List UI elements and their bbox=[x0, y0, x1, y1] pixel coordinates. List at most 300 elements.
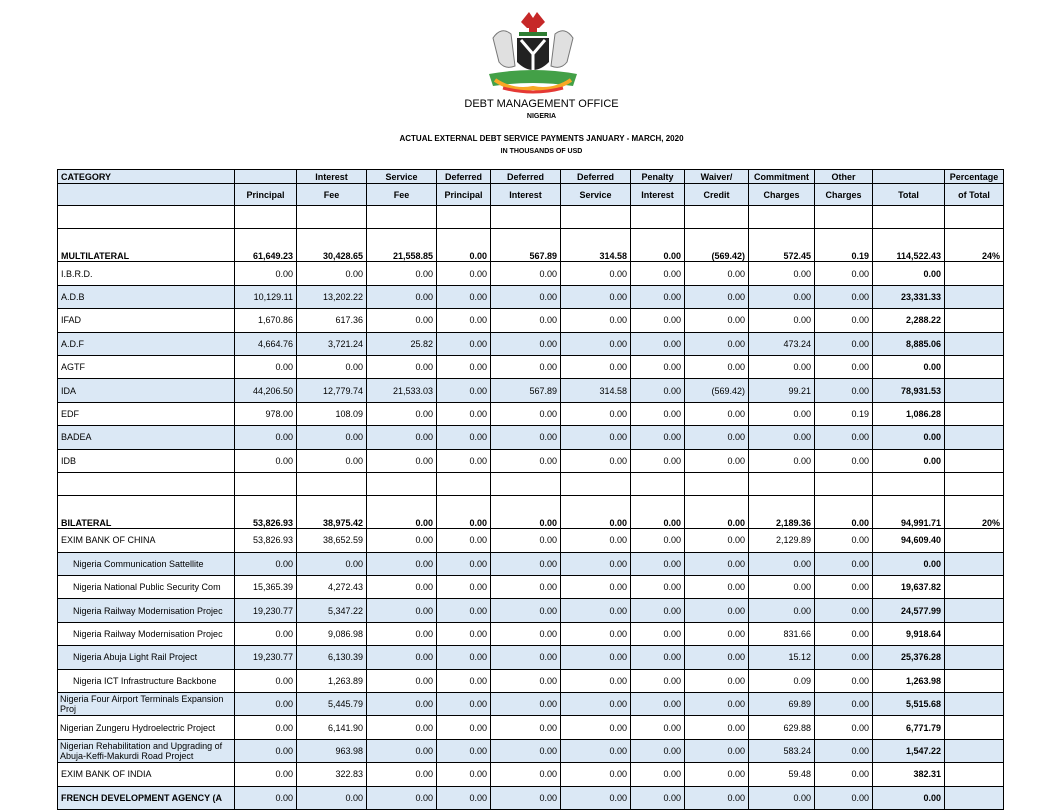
value-cell: 0.00 bbox=[367, 599, 437, 622]
value-cell: 0.00 bbox=[367, 552, 437, 575]
value-cell: 0.00 bbox=[437, 262, 491, 285]
value-cell: 0.00 bbox=[367, 262, 437, 285]
value-cell: 12,779.74 bbox=[297, 379, 367, 402]
value-cell: 0.00 bbox=[561, 716, 631, 739]
value-cell bbox=[631, 206, 685, 229]
table-row bbox=[58, 332, 1004, 355]
value-cell: 21,558.85 bbox=[367, 229, 437, 262]
value-cell: 0.00 bbox=[491, 552, 561, 575]
value-cell: 0.00 bbox=[367, 496, 437, 529]
value-cell: 0.00 bbox=[491, 576, 561, 599]
value-cell: 0.00 bbox=[491, 309, 561, 332]
value-cell: 0.00 bbox=[367, 355, 437, 378]
value-cell: 0.00 bbox=[815, 622, 873, 645]
value-cell bbox=[297, 206, 367, 229]
value-cell: 0.00 bbox=[873, 449, 945, 472]
header-cell: Deferred bbox=[491, 170, 561, 184]
value-cell: 0.00 bbox=[367, 576, 437, 599]
value-cell bbox=[945, 716, 1004, 739]
value-cell: 78,931.53 bbox=[873, 379, 945, 402]
value-cell bbox=[685, 206, 749, 229]
category-cell: Nigeria Railway Modernisation Projec bbox=[58, 622, 235, 645]
value-cell: 0.00 bbox=[685, 786, 749, 809]
value-cell: 0.00 bbox=[749, 355, 815, 378]
value-cell: 0.00 bbox=[685, 576, 749, 599]
value-cell: 0.00 bbox=[631, 379, 685, 402]
value-cell: 0.00 bbox=[437, 693, 491, 716]
value-cell: 473.24 bbox=[749, 332, 815, 355]
value-cell bbox=[631, 472, 685, 495]
value-cell: 0.00 bbox=[437, 622, 491, 645]
value-cell: 0.00 bbox=[491, 355, 561, 378]
category-cell: Nigeria Abuja Light Rail Project bbox=[58, 646, 235, 669]
header-cell bbox=[58, 184, 235, 206]
value-cell: 0.00 bbox=[437, 332, 491, 355]
value-cell: 0.00 bbox=[297, 355, 367, 378]
value-cell: 0.00 bbox=[815, 786, 873, 809]
value-cell bbox=[945, 402, 1004, 425]
value-cell: 0.00 bbox=[491, 332, 561, 355]
value-cell bbox=[945, 426, 1004, 449]
value-cell: 13,202.22 bbox=[297, 285, 367, 308]
value-cell: 0.00 bbox=[815, 646, 873, 669]
table-row bbox=[58, 449, 1004, 472]
table-row bbox=[58, 599, 1004, 622]
value-cell: 0.00 bbox=[561, 332, 631, 355]
value-cell: 0.00 bbox=[367, 739, 437, 762]
value-cell: 25,376.28 bbox=[873, 646, 945, 669]
value-cell: 0.00 bbox=[815, 426, 873, 449]
value-cell: 0.00 bbox=[631, 576, 685, 599]
table-row bbox=[58, 285, 1004, 308]
value-cell: 0.00 bbox=[815, 355, 873, 378]
value-cell: 0.00 bbox=[685, 763, 749, 786]
value-cell: 0.00 bbox=[685, 332, 749, 355]
value-cell: 0.00 bbox=[815, 529, 873, 552]
value-cell bbox=[491, 472, 561, 495]
value-cell: 0.00 bbox=[561, 669, 631, 692]
value-cell: 0.00 bbox=[631, 552, 685, 575]
value-cell: 0.00 bbox=[873, 262, 945, 285]
category-cell: Nigeria Railway Modernisation Projec bbox=[58, 599, 235, 622]
header-cell: Interest bbox=[631, 184, 685, 206]
value-cell bbox=[873, 472, 945, 495]
value-cell: 0.00 bbox=[749, 426, 815, 449]
value-cell: 0.00 bbox=[437, 309, 491, 332]
value-cell: 0.00 bbox=[561, 739, 631, 762]
value-cell: 0.00 bbox=[561, 552, 631, 575]
value-cell: 5,515.68 bbox=[873, 693, 945, 716]
category-cell: Nigerian Zungeru Hydroelectric Project bbox=[58, 716, 235, 739]
value-cell bbox=[945, 379, 1004, 402]
value-cell: 0.00 bbox=[873, 426, 945, 449]
value-cell: 0.00 bbox=[631, 229, 685, 262]
value-cell bbox=[437, 472, 491, 495]
report-units: IN THOUSANDS OF USD bbox=[500, 148, 583, 155]
value-cell: 38,652.59 bbox=[297, 529, 367, 552]
value-cell: 0.00 bbox=[491, 739, 561, 762]
table-row bbox=[58, 739, 1004, 762]
value-cell: 0.00 bbox=[491, 262, 561, 285]
table-row bbox=[58, 262, 1004, 285]
value-cell: 0.00 bbox=[367, 786, 437, 809]
value-cell: 567.89 bbox=[491, 379, 561, 402]
value-cell: 0.00 bbox=[297, 262, 367, 285]
value-cell: 0.00 bbox=[491, 449, 561, 472]
value-cell: 0.00 bbox=[685, 669, 749, 692]
value-cell: 0.00 bbox=[873, 786, 945, 809]
value-cell: 0.00 bbox=[815, 693, 873, 716]
table-row bbox=[58, 646, 1004, 669]
value-cell: 15,365.39 bbox=[235, 576, 297, 599]
value-cell: 0.00 bbox=[815, 763, 873, 786]
value-cell: 0.00 bbox=[631, 786, 685, 809]
value-cell: 0.00 bbox=[749, 309, 815, 332]
value-cell: 0.00 bbox=[437, 599, 491, 622]
value-cell: 0.00 bbox=[631, 529, 685, 552]
header-cell: Interest bbox=[491, 184, 561, 206]
value-cell: 0.00 bbox=[815, 332, 873, 355]
value-cell: 0.00 bbox=[815, 449, 873, 472]
value-cell: 322.83 bbox=[297, 763, 367, 786]
value-cell: 0.00 bbox=[297, 426, 367, 449]
value-cell: 0.00 bbox=[491, 786, 561, 809]
value-cell: 0.00 bbox=[685, 355, 749, 378]
value-cell: 0.00 bbox=[367, 426, 437, 449]
value-cell: 0.00 bbox=[437, 529, 491, 552]
header-cell: Service bbox=[561, 184, 631, 206]
value-cell bbox=[945, 739, 1004, 762]
value-cell: 2,288.22 bbox=[873, 309, 945, 332]
header-cell: Other bbox=[815, 170, 873, 184]
value-cell: 0.00 bbox=[815, 262, 873, 285]
value-cell: 0.00 bbox=[815, 599, 873, 622]
value-cell: 0.00 bbox=[491, 669, 561, 692]
value-cell: 1,086.28 bbox=[873, 402, 945, 425]
value-cell: 0.00 bbox=[685, 693, 749, 716]
value-cell: 0.19 bbox=[815, 402, 873, 425]
value-cell: 572.45 bbox=[749, 229, 815, 262]
category-cell: Nigeria National Public Security Com bbox=[58, 576, 235, 599]
value-cell: 69.89 bbox=[749, 693, 815, 716]
value-cell: 0.00 bbox=[235, 763, 297, 786]
value-cell: 0.00 bbox=[631, 426, 685, 449]
value-cell: 0.00 bbox=[631, 716, 685, 739]
value-cell: 19,637.82 bbox=[873, 576, 945, 599]
value-cell: 583.24 bbox=[749, 739, 815, 762]
value-cell: 0.00 bbox=[491, 402, 561, 425]
category-cell: Nigeria ICT Infrastructure Backbone bbox=[58, 669, 235, 692]
value-cell: 0.00 bbox=[749, 402, 815, 425]
value-cell bbox=[945, 763, 1004, 786]
value-cell bbox=[945, 472, 1004, 495]
value-cell: 53,826.93 bbox=[235, 529, 297, 552]
value-cell: 0.00 bbox=[561, 599, 631, 622]
value-cell: (569.42) bbox=[685, 229, 749, 262]
value-cell bbox=[561, 206, 631, 229]
value-cell: 0.00 bbox=[367, 309, 437, 332]
value-cell: 0.00 bbox=[491, 646, 561, 669]
value-cell: 0.00 bbox=[631, 646, 685, 669]
header-cell: Principal bbox=[437, 184, 491, 206]
value-cell: 24,577.99 bbox=[873, 599, 945, 622]
category-cell: BILATERAL bbox=[58, 496, 235, 529]
header-cell: Charges bbox=[815, 184, 873, 206]
value-cell: 0.00 bbox=[235, 716, 297, 739]
category-cell: Nigerian Rehabilitation and Upgrading of Abuja-Keffi-Makurdi Road Project bbox=[58, 739, 235, 762]
value-cell: 0.00 bbox=[437, 763, 491, 786]
category-cell: A.D.B bbox=[58, 285, 235, 308]
table-row bbox=[58, 402, 1004, 425]
value-cell: 0.19 bbox=[815, 229, 873, 262]
value-cell: 0.00 bbox=[685, 449, 749, 472]
table-row bbox=[58, 622, 1004, 645]
value-cell: 567.89 bbox=[491, 229, 561, 262]
value-cell: 0.00 bbox=[561, 426, 631, 449]
value-cell: 0.00 bbox=[367, 646, 437, 669]
value-cell: 0.00 bbox=[749, 449, 815, 472]
value-cell: 0.00 bbox=[235, 739, 297, 762]
value-cell: 0.00 bbox=[685, 426, 749, 449]
category-cell: EXIM BANK OF CHINA bbox=[58, 529, 235, 552]
value-cell: 0.00 bbox=[561, 496, 631, 529]
value-cell: 0.00 bbox=[631, 332, 685, 355]
value-cell: 0.00 bbox=[685, 739, 749, 762]
header-cell: Fee bbox=[367, 184, 437, 206]
value-cell: 0.00 bbox=[561, 309, 631, 332]
value-cell: 314.58 bbox=[561, 379, 631, 402]
value-cell bbox=[945, 693, 1004, 716]
value-cell: 0.00 bbox=[631, 355, 685, 378]
value-cell: 0.00 bbox=[367, 622, 437, 645]
value-cell: 2,189.36 bbox=[749, 496, 815, 529]
value-cell: 0.00 bbox=[815, 576, 873, 599]
value-cell: 99.21 bbox=[749, 379, 815, 402]
header-cell: Penalty bbox=[631, 170, 685, 184]
header-cell: Waiver/ bbox=[685, 170, 749, 184]
value-cell bbox=[437, 206, 491, 229]
value-cell bbox=[945, 332, 1004, 355]
header-cell: Credit bbox=[685, 184, 749, 206]
value-cell: 0.00 bbox=[561, 646, 631, 669]
value-cell bbox=[685, 472, 749, 495]
report-title: ACTUAL EXTERNAL DEBT SERVICE PAYMENTS JANUARY - MARCH, 2020 bbox=[399, 134, 684, 143]
value-cell: 0.00 bbox=[631, 669, 685, 692]
value-cell: 0.00 bbox=[491, 285, 561, 308]
category-cell: Nigeria Communication Sattellite bbox=[58, 552, 235, 575]
header-cell: Principal bbox=[235, 184, 297, 206]
value-cell: 0.00 bbox=[235, 426, 297, 449]
value-cell: 0.00 bbox=[437, 786, 491, 809]
value-cell bbox=[815, 206, 873, 229]
value-cell: 0.00 bbox=[749, 576, 815, 599]
value-cell: 0.00 bbox=[367, 669, 437, 692]
value-cell: 44,206.50 bbox=[235, 379, 297, 402]
table-row bbox=[58, 763, 1004, 786]
value-cell: 0.00 bbox=[297, 786, 367, 809]
value-cell: 0.00 bbox=[685, 622, 749, 645]
value-cell: 617.36 bbox=[297, 309, 367, 332]
value-cell: 8,885.06 bbox=[873, 332, 945, 355]
value-cell bbox=[945, 552, 1004, 575]
value-cell bbox=[945, 285, 1004, 308]
value-cell bbox=[235, 472, 297, 495]
value-cell bbox=[945, 206, 1004, 229]
value-cell: 0.00 bbox=[235, 669, 297, 692]
value-cell bbox=[945, 622, 1004, 645]
value-cell: 15.12 bbox=[749, 646, 815, 669]
value-cell: 0.00 bbox=[749, 599, 815, 622]
value-cell: 0.00 bbox=[561, 529, 631, 552]
value-cell: 0.00 bbox=[235, 449, 297, 472]
category-cell: AGTF bbox=[58, 355, 235, 378]
value-cell: 0.00 bbox=[561, 355, 631, 378]
value-cell: 0.00 bbox=[561, 285, 631, 308]
value-cell: 0.00 bbox=[815, 716, 873, 739]
header-cell: CATEGORY bbox=[58, 170, 235, 184]
value-cell: 0.00 bbox=[367, 402, 437, 425]
value-cell: 0.00 bbox=[491, 496, 561, 529]
value-cell: 0.00 bbox=[491, 622, 561, 645]
category-cell: IDA bbox=[58, 379, 235, 402]
value-cell bbox=[945, 576, 1004, 599]
value-cell bbox=[945, 262, 1004, 285]
value-cell: 0.00 bbox=[437, 552, 491, 575]
value-cell: 0.00 bbox=[367, 529, 437, 552]
value-cell bbox=[945, 309, 1004, 332]
header-cell: Fee bbox=[297, 184, 367, 206]
value-cell: 0.00 bbox=[561, 402, 631, 425]
header-cell: Deferred bbox=[561, 170, 631, 184]
value-cell: 0.00 bbox=[367, 716, 437, 739]
value-cell: 1,263.98 bbox=[873, 669, 945, 692]
value-cell: 978.00 bbox=[235, 402, 297, 425]
value-cell: 0.00 bbox=[749, 786, 815, 809]
value-cell: 0.00 bbox=[437, 739, 491, 762]
header-cell: Deferred bbox=[437, 170, 491, 184]
value-cell: 0.00 bbox=[297, 552, 367, 575]
value-cell: 0.00 bbox=[491, 599, 561, 622]
value-cell: 0.00 bbox=[437, 669, 491, 692]
value-cell bbox=[945, 669, 1004, 692]
value-cell: 0.00 bbox=[815, 552, 873, 575]
value-cell: 0.00 bbox=[235, 786, 297, 809]
value-cell: 0.00 bbox=[631, 739, 685, 762]
value-cell: 0.00 bbox=[685, 529, 749, 552]
category-cell: BADEA bbox=[58, 426, 235, 449]
table-row bbox=[58, 693, 1004, 716]
table-row bbox=[58, 472, 1004, 495]
value-cell bbox=[945, 529, 1004, 552]
value-cell: 4,664.76 bbox=[235, 332, 297, 355]
header-cell: Charges bbox=[749, 184, 815, 206]
value-cell: 0.00 bbox=[561, 622, 631, 645]
value-cell: 0.00 bbox=[367, 449, 437, 472]
value-cell: 0.00 bbox=[235, 355, 297, 378]
value-cell: 24% bbox=[945, 229, 1004, 262]
header-row-top bbox=[58, 170, 1004, 184]
value-cell: 0.00 bbox=[367, 693, 437, 716]
table-row bbox=[58, 355, 1004, 378]
value-cell: 0.00 bbox=[437, 576, 491, 599]
value-cell bbox=[945, 355, 1004, 378]
value-cell: 0.00 bbox=[561, 763, 631, 786]
value-cell: 0.00 bbox=[367, 285, 437, 308]
table-row bbox=[58, 309, 1004, 332]
value-cell: 0.00 bbox=[561, 693, 631, 716]
value-cell: 0.00 bbox=[437, 496, 491, 529]
value-cell bbox=[945, 599, 1004, 622]
category-cell: EDF bbox=[58, 402, 235, 425]
value-cell: 0.00 bbox=[491, 716, 561, 739]
value-cell: 0.00 bbox=[685, 402, 749, 425]
value-cell: 19,230.77 bbox=[235, 646, 297, 669]
office-name: DEBT MANAGEMENT OFFICE bbox=[464, 98, 619, 110]
value-cell: 0.00 bbox=[631, 285, 685, 308]
value-cell: 38,975.42 bbox=[297, 496, 367, 529]
value-cell: 0.00 bbox=[815, 739, 873, 762]
value-cell: 6,130.39 bbox=[297, 646, 367, 669]
value-cell: 0.00 bbox=[631, 599, 685, 622]
value-cell: 0.00 bbox=[749, 285, 815, 308]
value-cell: 0.00 bbox=[235, 262, 297, 285]
header-cell bbox=[235, 170, 297, 184]
value-cell: 629.88 bbox=[749, 716, 815, 739]
value-cell: 108.09 bbox=[297, 402, 367, 425]
value-cell: 10,129.11 bbox=[235, 285, 297, 308]
value-cell: 61,649.23 bbox=[235, 229, 297, 262]
value-cell: 0.00 bbox=[561, 449, 631, 472]
value-cell: 0.00 bbox=[561, 576, 631, 599]
category-cell bbox=[58, 206, 235, 229]
category-cell: MULTILATERAL bbox=[58, 229, 235, 262]
value-cell: 20% bbox=[945, 496, 1004, 529]
value-cell: 0.00 bbox=[437, 426, 491, 449]
header-cell: Interest bbox=[297, 170, 367, 184]
value-cell: 0.00 bbox=[437, 716, 491, 739]
category-cell: FRENCH DEVELOPMENT AGENCY (A bbox=[58, 786, 235, 809]
value-cell: 0.00 bbox=[235, 693, 297, 716]
table-row bbox=[58, 716, 1004, 739]
value-cell: 0.00 bbox=[685, 285, 749, 308]
table-row bbox=[58, 229, 1004, 262]
value-cell: 963.98 bbox=[297, 739, 367, 762]
value-cell: 0.00 bbox=[685, 716, 749, 739]
category-cell bbox=[58, 472, 235, 495]
value-cell: 0.00 bbox=[873, 552, 945, 575]
table-row bbox=[58, 529, 1004, 552]
value-cell bbox=[945, 646, 1004, 669]
table-row bbox=[58, 669, 1004, 692]
value-cell: 0.00 bbox=[815, 496, 873, 529]
value-cell: 0.00 bbox=[685, 646, 749, 669]
value-cell: 314.58 bbox=[561, 229, 631, 262]
value-cell bbox=[815, 472, 873, 495]
value-cell bbox=[491, 206, 561, 229]
value-cell: 0.00 bbox=[297, 449, 367, 472]
value-cell: 0.00 bbox=[685, 552, 749, 575]
value-cell: 6,771.79 bbox=[873, 716, 945, 739]
value-cell: 23,331.33 bbox=[873, 285, 945, 308]
value-cell: 2,129.89 bbox=[749, 529, 815, 552]
country-name: NIGERIA bbox=[526, 113, 557, 120]
value-cell: 0.00 bbox=[561, 262, 631, 285]
value-cell: 0.00 bbox=[437, 646, 491, 669]
value-cell: 53,826.93 bbox=[235, 496, 297, 529]
table-row bbox=[58, 552, 1004, 575]
value-cell: 21,533.03 bbox=[367, 379, 437, 402]
value-cell: 0.00 bbox=[815, 669, 873, 692]
